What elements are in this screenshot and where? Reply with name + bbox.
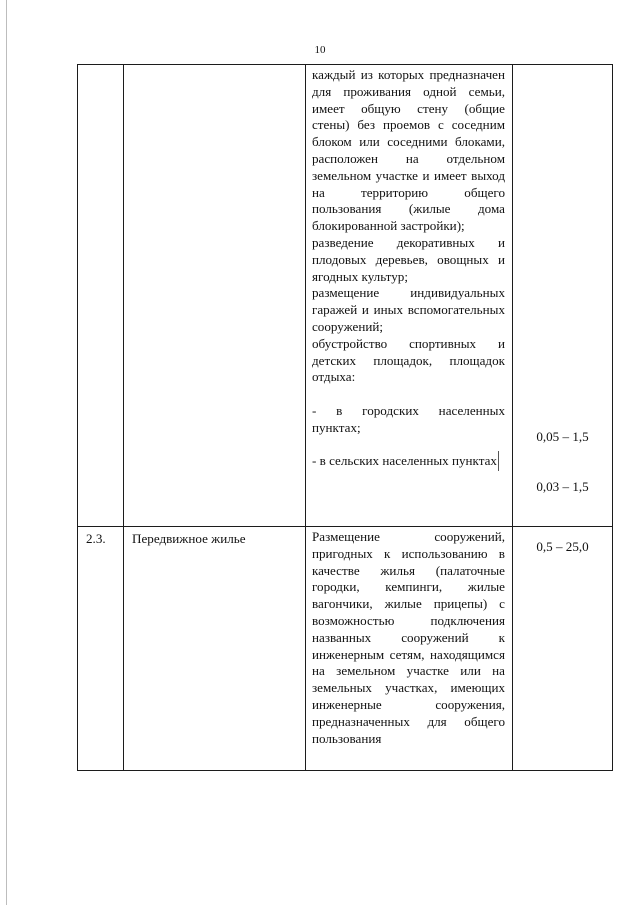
scan-mark xyxy=(498,451,499,471)
description-paragraph: размещение индивидуальных гаражей и иных вспомогательных сооружений; xyxy=(312,285,505,334)
row-name-cell xyxy=(124,65,306,527)
table-row xyxy=(78,527,613,771)
row-value-cell xyxy=(513,65,613,527)
description-paragraph: разведение декоративных и плодовых деревьев, овощных и ягодных культур; xyxy=(312,234,505,284)
row-number-cell xyxy=(78,65,124,527)
row-name-cell: Передвижное жилье xyxy=(124,527,306,771)
row-description-cell xyxy=(306,527,513,771)
description-paragraph: обустройство спортивных и детских площадок, площадок отдыха: xyxy=(312,335,505,385)
urban-area-value: 0,05 – 1,5 xyxy=(536,429,589,444)
row-value-cell xyxy=(513,527,613,771)
page-number: 10 xyxy=(314,44,326,56)
rural-area-value: 0,03 – 1,5 xyxy=(536,478,589,494)
description-paragraph: каждый из которых предназначен для проживания одной семьи, имеет общую стену (общие стены) без проемов с соседним блоком или соседними блоками, расположен на отдельном земельном участке и имеет выход на территорию общего пользования (жилые дома блокированной застройки); xyxy=(312,67,505,234)
rural-settlements-item: - в сельских населенных пунктах xyxy=(312,452,497,468)
land-use-table xyxy=(77,64,613,771)
table-row xyxy=(78,65,613,527)
row-number-cell: 2.3. xyxy=(78,527,124,771)
scan-edge-line xyxy=(6,0,7,905)
urban-settlements-item: - в городских населенных пунктах; xyxy=(312,403,505,435)
description-paragraph: Размещение сооружений, пригодных к использованию в качестве жилья (палаточные городки, кемпинги, жилые вагончики, жилые прицепы) с возможностью подключения названных сооружений к инженерным сетям, находящимся на земельном участке или на земельных участках, имеющих инженерные сооружения, предназначенных для общего пользования xyxy=(312,529,505,746)
row-description-cell xyxy=(306,65,513,527)
area-value: 0,5 – 25,0 xyxy=(536,539,589,554)
